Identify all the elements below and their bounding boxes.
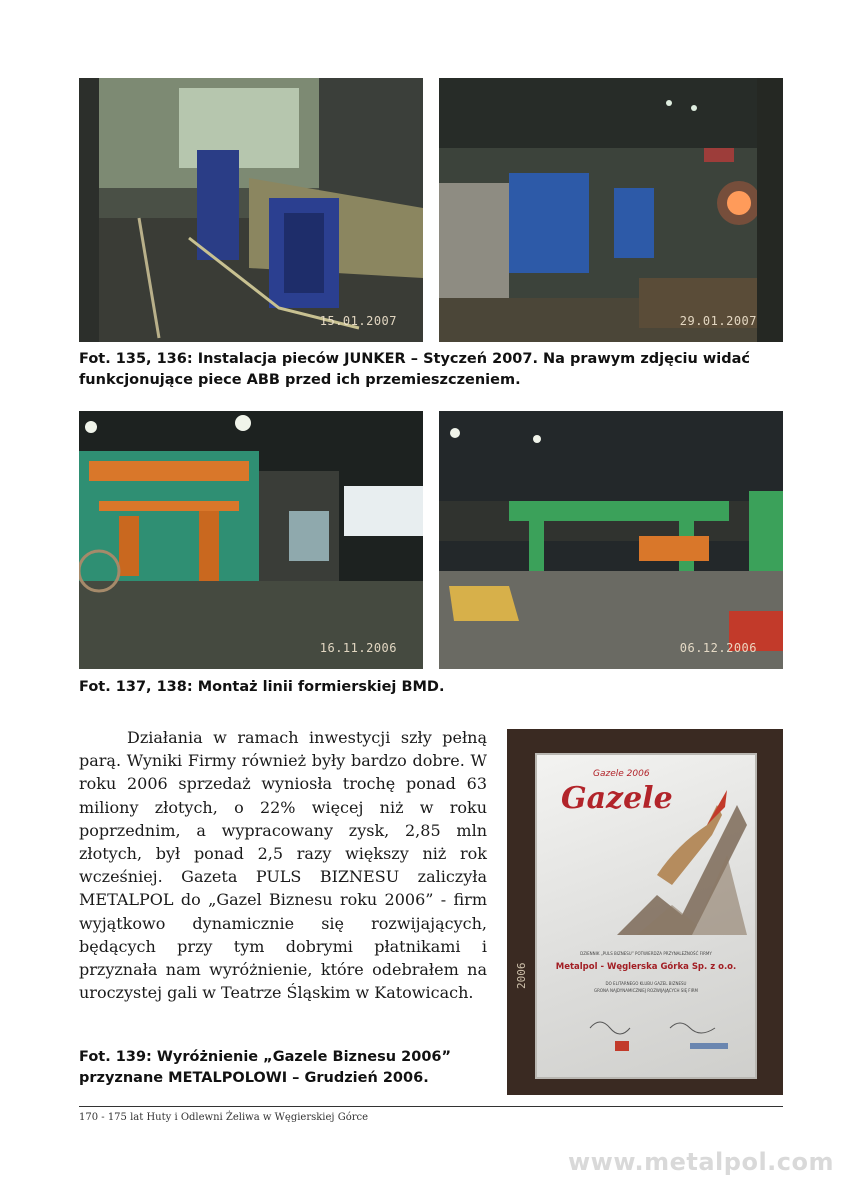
caption-photo-139 [79, 1047, 499, 1089]
caption-photos-135-136 [79, 349, 789, 391]
footer-page-info: 170 - 175 lat Huty i Odlewni Żeliwa w Węgierskiej Górce [79, 1112, 369, 1123]
award-line-3: GRONA NAJDYNAMICZNIEJ ROZWIJAJĄCYCH SIĘ FIRM [593, 988, 699, 993]
photo-date-stamp: 06.12.2006 [679, 641, 757, 655]
award-title: Gazele [561, 781, 673, 816]
award-plaque-photo [507, 729, 783, 1095]
caption-line: funkcjonujące piece ABB przed ich przemieszczeniem. [79, 372, 521, 388]
award-company: Metalpol - Węglerska Górka Sp. z o.o. [555, 962, 737, 972]
caption-line: Fot. 139: Wyróżnienie „Gazele Biznesu 2006” [79, 1049, 452, 1065]
photo-date-stamp: 29.01.2007 [679, 314, 757, 328]
award-year-label: Gazele 2006 [593, 769, 650, 779]
photo-furnace-installation [79, 78, 423, 342]
caption-photos-137-138: Fot. 137, 138: Montaż linii formierskiej BMD. [79, 679, 445, 695]
caption-line: Fot. 135, 136: Instalacja pieców JUNKER – Styczeń 2007. Na prawym zdjęciu widać [79, 351, 751, 367]
award-header: DZIENNIK „PULS BIZNESU” POTWIERDZA PRZYNALEŻNOŚĆ FIRMY [580, 951, 712, 956]
gazelle-graphic [597, 785, 747, 935]
award-certificate [537, 755, 755, 1077]
award-signatures [585, 1013, 735, 1053]
photo-bmd-line-assembly [79, 411, 423, 669]
photo-date-stamp: 16.11.2006 [319, 641, 397, 655]
website-watermark[interactable]: www.metalpol.com [568, 1148, 835, 1176]
body-text: Działania w ramach inwestycji szły pełną parą. Wyniki Firmy również były bardzo dobre. W roku 2006 sprzedaż wyniosła trochę ponad 63 miliony złotych, o 22% więcej niż w roku poprzednim, a wypracowany zysk, 2,85 mln złotych, był ponad 2,5 razy większy niż rok wcześniej. Gazeta PULS BIZNESU zaliczyła METALPOL do „Gazel Biznesu roku 2006” - firm wyjątkowo dynamicznie się rozwijających, będących przy tym dobrymi płatnikami i przyznała nam wyróżnienie, które odebrałem na uroczystej gali w Teatrze Śląskim w Katowicach. [79, 728, 487, 1003]
award-line-2: DO ELITARNEGO KLUBU GAZEL BIZNESU [605, 981, 687, 986]
photo-date-stamp: 2006 [515, 962, 528, 989]
footer-divider [79, 1106, 783, 1107]
body-paragraph [79, 726, 487, 1004]
photo-date-stamp: 15.01.2007 [319, 314, 397, 328]
photo-abb-furnaces [439, 78, 783, 342]
caption-line: przyznane METALPOLOWI – Grudzień 2006. [79, 1070, 429, 1086]
photo-bmd-line-foundation [439, 411, 783, 669]
